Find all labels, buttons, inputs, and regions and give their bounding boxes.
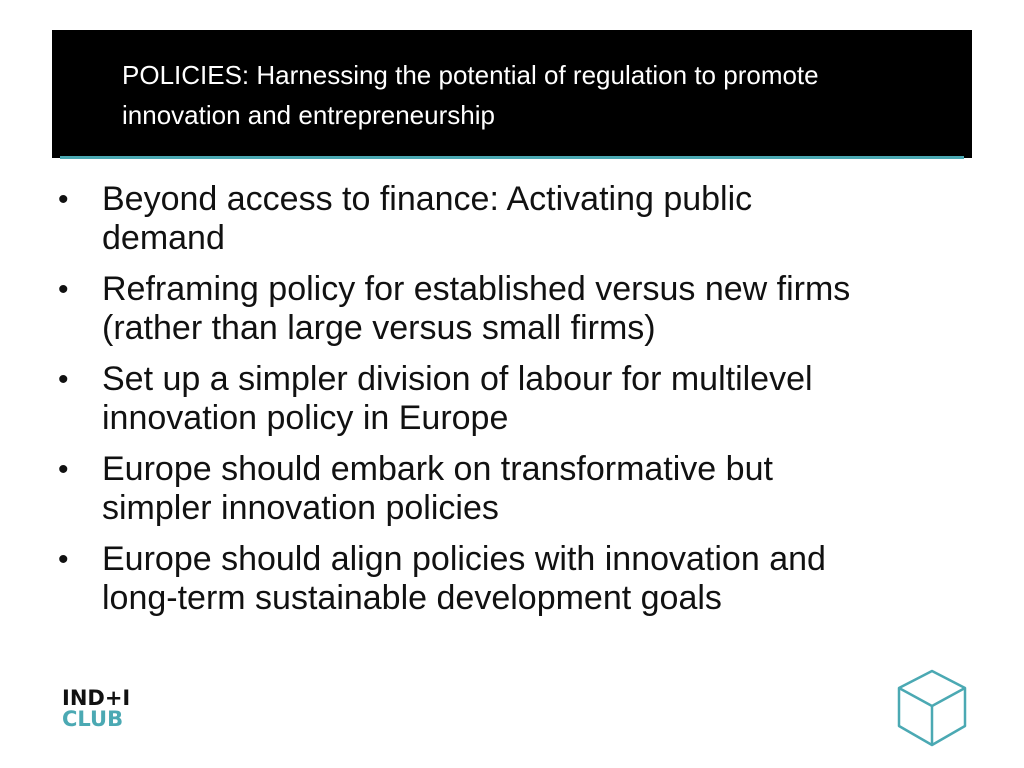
bullet-list — [58, 180, 978, 630]
bullet-text-line-1: Europe should align policies with innovation and — [102, 540, 826, 578]
bullet-item — [58, 360, 978, 438]
bullet-text-line-1: Beyond access to finance: Activating public — [102, 180, 753, 218]
bullet-icon: • — [58, 183, 69, 216]
bullet-icon: • — [58, 453, 69, 486]
bullet-item — [58, 270, 978, 348]
bullet-icon: • — [58, 363, 69, 396]
slide-title-line-2: innovation and entrepreneurship — [122, 100, 495, 130]
slide-title — [122, 55, 962, 135]
slide-title-line-1: POLICIES: Harnessing the potential of regulation to promote — [122, 60, 819, 90]
bullet-item — [58, 450, 978, 528]
cube-outline-icon — [896, 668, 968, 748]
indi-club-logo — [62, 688, 142, 738]
bullet-item — [58, 540, 978, 618]
bullet-text-line-2: demand — [102, 219, 225, 257]
bullet-icon: • — [58, 543, 69, 576]
bullet-text-line-1: Set up a simpler division of labour for multilevel — [102, 360, 813, 398]
bullet-text-line-2: innovation policy in Europe — [102, 399, 509, 437]
bullet-text-line-2: (rather than large versus small firms) — [102, 309, 656, 347]
bullet-icon: • — [58, 273, 69, 306]
bullet-text-line-1: Europe should embark on transformative but — [102, 450, 773, 488]
header-accent-line — [60, 156, 964, 159]
bullet-text-line-2: simpler innovation policies — [102, 489, 499, 527]
bullet-item — [58, 180, 978, 258]
logo-text-line-1: IND+I — [62, 686, 131, 710]
bullet-text-line-1: Reframing policy for established versus new firms — [102, 270, 851, 308]
bullet-text-line-2: long-term sustainable development goals — [102, 579, 722, 617]
logo-text-line-2: CLUB — [62, 707, 124, 731]
